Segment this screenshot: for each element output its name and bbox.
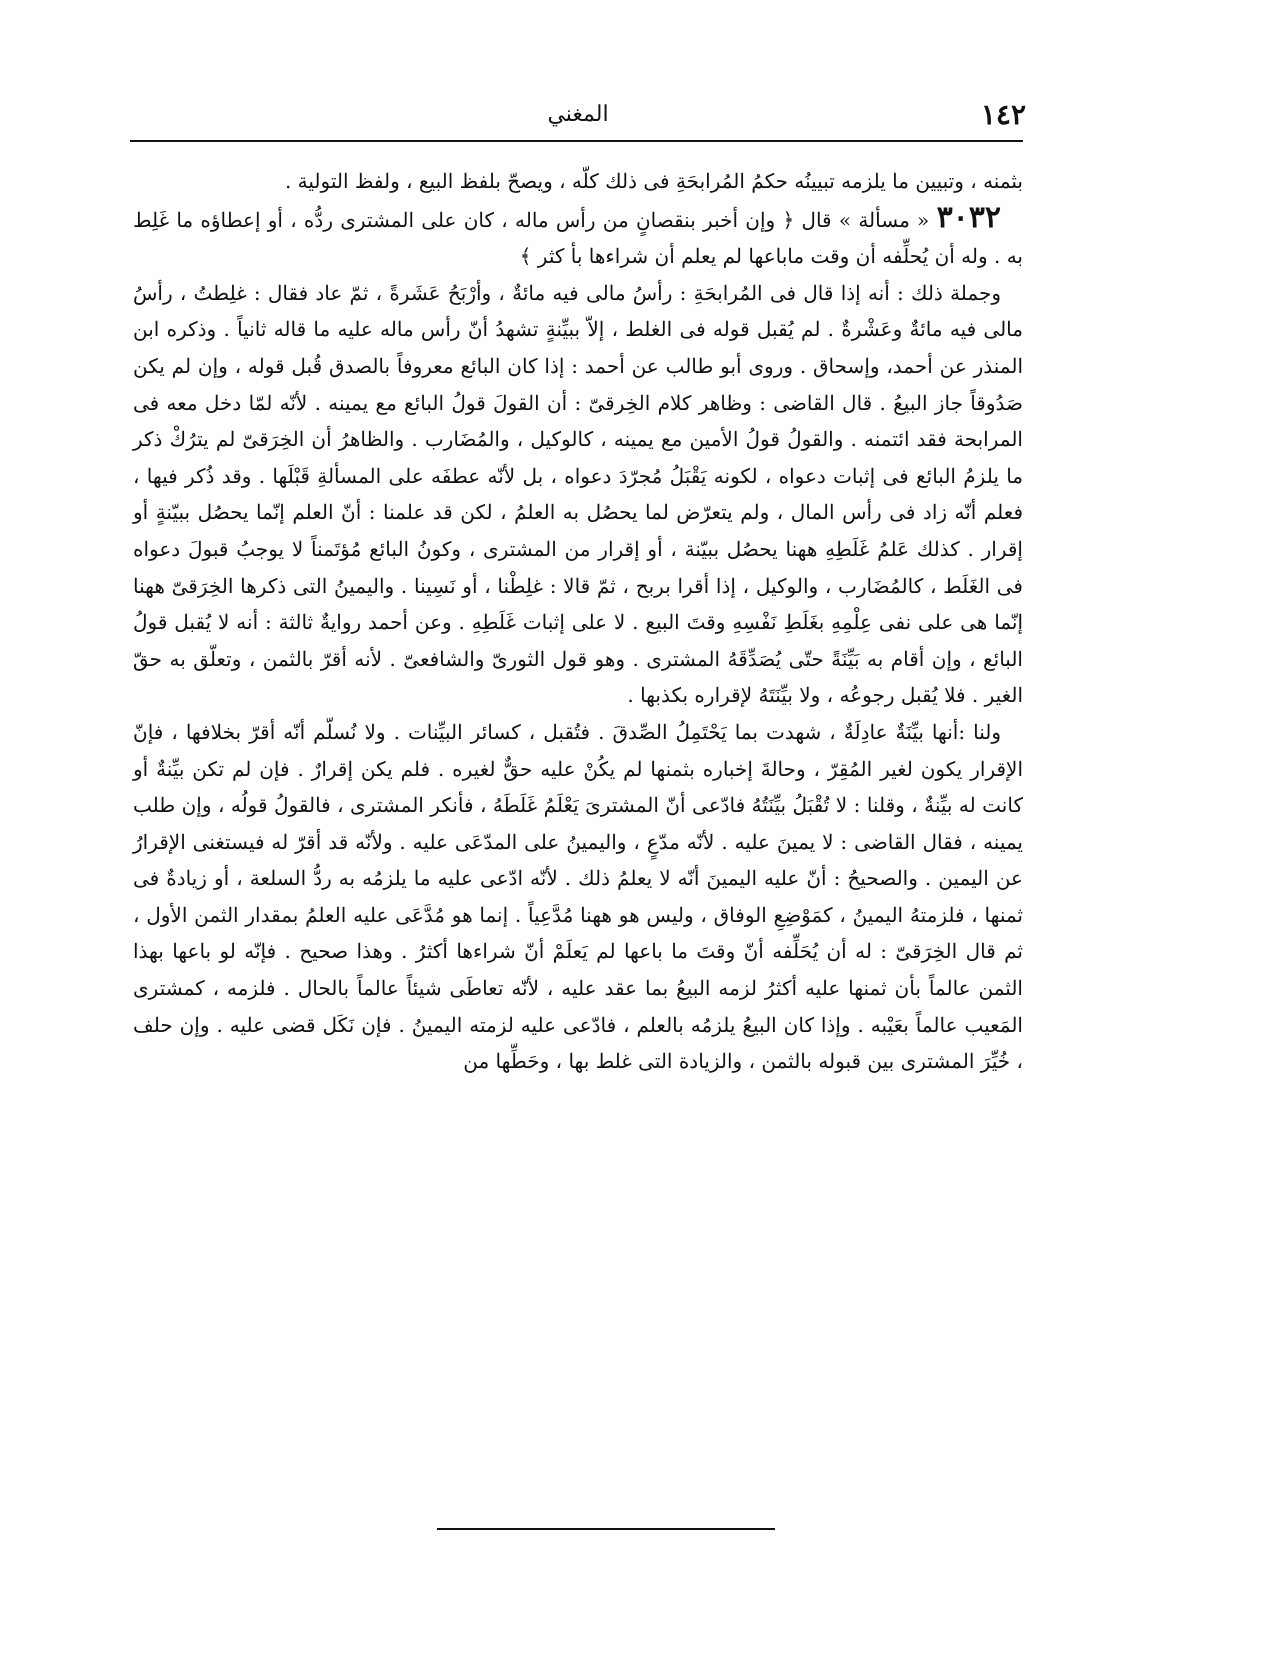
- header-rule: [130, 140, 1023, 142]
- issue-number: ٣٠٣٢: [936, 199, 1002, 235]
- paragraph-1-text: بثمنه ، وتبيين ما يلزمه تبيينُه حكمُ المُرابحَةِ فى ذلك كلّه ، ويصحّ بلفظ البيع ، ولفظ التولية .: [284, 169, 1023, 193]
- page-header: [130, 92, 1026, 132]
- footnote-rule: [437, 1528, 775, 1530]
- page-number: ١٤٢: [980, 98, 1026, 131]
- paragraph-2-issue: [133, 200, 1023, 275]
- body-text: [133, 163, 1023, 1080]
- paragraph-2-text: « مسألة » قال ﴿ وإن أخبر بنقصانٍ من رأس ماله ، كان على المشترى ردُّه ، أو إعطاؤه ما غَلِط به . وله أن يُحلِّفه أن وقت ماباعها لم يعلم أن شراءها بأ كثر ﴾: [133, 207, 1023, 269]
- paragraph-3: [133, 275, 1023, 714]
- running-title: المغني: [547, 102, 609, 127]
- paragraph-3-text: وجملة ذلك : أنه إذا قال فى المُرابحَةِ : رأسُ مالى فيه مائةٌ ، وأرْبَحُ عَشَرةً ، ثمّ عاد فقال : غلِطتُ ، رأسُ مالى فيه مائةٌ وعَشْرةٌ . لم يُقبل قوله فى الغلط ، إلاّ ببيِّنةٍ تشهدُ أنّ رأس ماله عليه ما قاله ثانياً . وذكره ابن المنذر عن أحمد، وإسحاق . وروى أبو طالب عن أحمد : إذا كان البائع معروفاً بالصدق قُبل قوله ، وإن لم يكن صَدُوقاً جاز البيعُ . قال القاضى : وظاهر كلام الخِرقىّ : أن القولَ قولُ البائع مع يمينه . لأنّه لمّا دخل معه فى المرابحة فقد ائتمنه . والقولُ قولُ الأمين مع يمينه ، كالوكيل ، والمُضَارب . والظاهرُ أن الخِرَقىّ لم يترُكْ ذكر ما يلزمُ البائع فى إثبات دعواه ، لكونه يَقْبَلُ مُجرّدَ دعواه ، بل لأنّه عطفَه على المسألةِ قَبْلَها . وقد ذُكر فيها ، فعلم أنّه زاد فى رأس المال ، ولم يتعرّض لما يحصُل به العلمُ ، لكن قد علمنا : أنّ العلم إنّما يحصُل ببيّنةٍ أو إقرار . كذلك عَلمُ غَلَطِهِ ههنا يحصُل ببيّنة ، أو إقرار من المشترى ، وكونُ البائع مُؤتَمناً لا يوجبُ قبولَ دعواه فى الغَلَط ، كالمُضَارب ، والوكيل ، إذا أقرا بربح ، ثمّ قالا : غلِطْنا ، أو نَسِينا . واليمينُ التى ذكرها الخِرَقىّ ههنا إنّما هى على نفى عِلْمِهِ بغَلَطِ نَفْسِهِ وقتَ البيع . لا على إثبات غَلَطِهِ . وعن أحمد روايةٌ ثالثة : أنه لا يُقبل قولُ البائع ، وإن أقام به بَيِّنَةً حتّى يُصَدِّقَهُ المشترى . وهو قول الثورىّ والشافعىّ . لأنه أقرّ بالثمن ، وتعلّق به حقّ الغير . فلا يُقبل رجوعُه ، ولا بيِّنَتَهُ لإقراره بكذبها .: [133, 280, 1023, 708]
- paragraph-1: [133, 163, 1023, 200]
- paragraph-4: [133, 714, 1023, 1080]
- paragraph-4-text: ولنا :أنها بيِّنَةٌ عادِلَةٌ ، شهدت بما يَحْتَمِلُ الصِّدقَ . فتُقبل ، كسائر البيِّنات . ولا نُسلّم أنّه أقرّ بخلافها ، فإنّ الإقرار يكون لغير المُقِرّ ، وحالةَ إخباره بثمنها لم يكُنْ عليه حقٌّ لغيره . فلم يكن إقرارٌ . فإن لم تكن بيِّنةٌ أو كانت له بيِّنةٌ ، وقلنا : لا تُقْبَلُ بيِّنَتُهُ فادّعى أنّ المشترىَ يَعْلَمُ غَلَطَهُ ، فأنكر المشترى ، فالقولُ قولُه ، وإن طلب يمينه ، فقال القاضى : لا يمينَ عليه . لأنّه مدّعٍ ، واليمينُ على المدّعَى عليه . ولأنّه قد أقرّ له فيستغنى الإقرارُ عن اليمين . والصحيحُ : أنّ عليه اليمينَ أنّه لا يعلمُ ذلك . لأنّه ادّعى عليه ما يلزمُه به ردُّ السلعة ، أو زيادةٌ فى ثمنها ، فلزمتهُ اليمينُ ، كمَوْضِعِ الوفاق ، وليس هو ههنا مُدَّعِياً . إنما هو مُدَّعَى عليه العلمُ بمقدار الثمن الأول ، ثم قال الخِرَقىّ : له أن يُحَلِّفه أنّ وقتَ ما باعها لم يَعلَمْ أنّ شراءها أكثرُ . وهذا صحيح . فإنّه لو باعها بهذا الثمن عالماً بأن ثمنها عليه أكثرُ لزمه البيعُ بما عقد عليه ، لأنّه تعاطَى شيئاً عالماً بالحال . فلزمه ، كمشترى المَعيب عالماً بعَيْبه . وإذا كان البيعُ يلزمُه بالعلم ، فادّعى عليه لزمته اليمينُ . فإن نَكَل قضى عليه . وإن حلف ، خُيِّرَ المشترى بين قبوله بالثمن ، والزيادة التى غلط بها ، وحَطِّها من: [133, 719, 1024, 1074]
